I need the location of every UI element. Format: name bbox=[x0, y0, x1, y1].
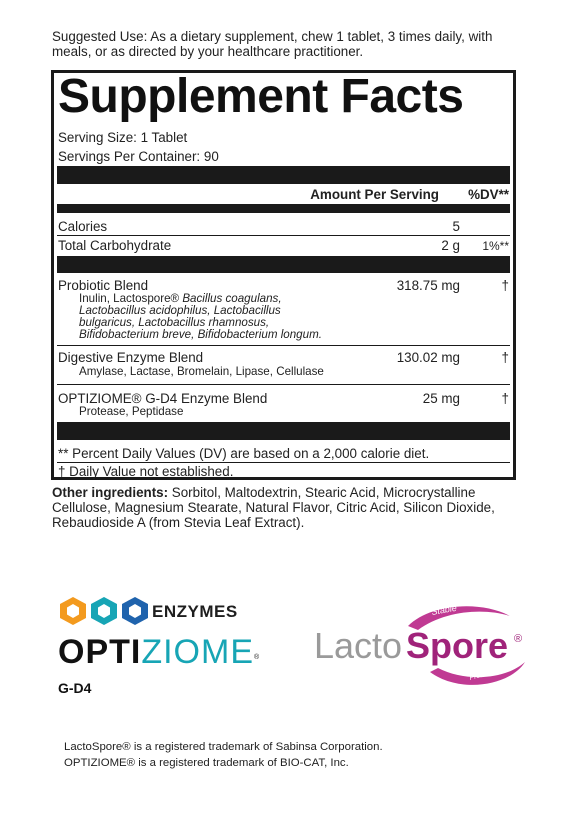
lactospore-registered-mark: ® bbox=[514, 633, 523, 645]
probiotic-blend-label: Probiotic Blend bbox=[58, 278, 149, 293]
spore-text: Spore bbox=[406, 625, 509, 666]
other-ingredients-text: Sorbitol, Maltodextrin, Stearic Acid, Microcrystalline Cellulose, Magnesium Stearate, Natural Flavor, Citric Acid, Silicon Dioxide, Rebaudioside A (from Stevia Leaf Extract). bbox=[52, 485, 495, 530]
stable-text: Stable bbox=[430, 602, 458, 617]
other-ingredients bbox=[52, 485, 527, 530]
probiotic-line-4: Bifidobacterium breve, Bifidobacterium longum. bbox=[79, 328, 322, 341]
thick-divider bbox=[57, 166, 510, 184]
trademark-line-lactospore: LactoSpore® is a registered trademark of Sabinsa Corporation. bbox=[64, 741, 383, 753]
other-ingredients-label: Other ingredients: bbox=[52, 485, 169, 500]
teal-hexagon-icon bbox=[89, 596, 119, 626]
row-divider bbox=[57, 235, 510, 236]
footnote-percent-dv: ** Percent Daily Values (DV) are based on a 2,000 calorie diet. bbox=[58, 446, 430, 461]
calories-amount: 5 bbox=[452, 219, 460, 234]
lactospore-swoosh-graphic bbox=[310, 598, 535, 693]
row-divider bbox=[57, 384, 510, 385]
header-amount-per-serving: Amount Per Serving bbox=[310, 187, 439, 202]
gd4-wordmark: G-D4 bbox=[58, 680, 92, 696]
header-dv: %DV** bbox=[468, 187, 509, 202]
probiotic-blend-dv: † bbox=[501, 278, 509, 293]
digestive-enzyme-detail: Amylase, Lactase, Bromelain, Lipase, Cellulase bbox=[79, 365, 324, 378]
serving-size: Serving Size: 1 Tablet bbox=[58, 130, 188, 145]
digestive-enzyme-dv: † bbox=[501, 350, 509, 365]
trademark-footer bbox=[64, 739, 383, 771]
carbohydrate-amount: 2 g bbox=[441, 238, 460, 253]
blue-hexagon-icon bbox=[120, 596, 150, 626]
probiotic-text: Probiotic bbox=[468, 668, 497, 682]
probiotic-line-1: Inulin, Lactospore® Bacillus coagulans, bbox=[79, 292, 282, 305]
orange-hexagon-icon bbox=[58, 596, 88, 626]
optiziome-logo bbox=[48, 588, 298, 698]
trademark-line-optiziome: OPTIZIOME® is a registered trademark of BIO-CAT, Inc. bbox=[64, 757, 349, 769]
carbohydrate-dv: 1%** bbox=[482, 239, 509, 253]
medium-divider bbox=[57, 204, 510, 213]
optiziome-blend-amount: 25 mg bbox=[422, 391, 460, 406]
lactospore-logo bbox=[310, 598, 535, 693]
probiotic-blend-amount: 318.75 mg bbox=[396, 278, 460, 293]
optiziome-blend-dv: † bbox=[501, 391, 509, 406]
thick-divider bbox=[57, 422, 510, 440]
enzymes-wordmark: ENZYMES bbox=[152, 602, 238, 621]
row-divider bbox=[57, 462, 510, 463]
supplement-facts-panel bbox=[51, 70, 516, 480]
probiotic-line-3: bulgaricus, Lactobacillus rhamnosus, bbox=[79, 316, 270, 329]
thick-divider bbox=[57, 256, 510, 273]
optiziome-blend-detail: Protease, Peptidase bbox=[79, 405, 184, 418]
probiotic-line-2: Lactobacillus acidophilus, Lactobacillus bbox=[79, 304, 281, 317]
calories-label: Calories bbox=[58, 219, 108, 234]
digestive-enzyme-label: Digestive Enzyme Blend bbox=[58, 350, 204, 365]
footnote-dagger: † Daily Value not established. bbox=[58, 464, 234, 479]
suggested-use-text: Suggested Use: As a dietary supplement, chew 1 tablet, 3 times daily, with meals, or as directed by your healthcare practitioner. bbox=[52, 29, 493, 59]
digestive-enzyme-amount: 130.02 mg bbox=[396, 350, 460, 365]
servings-per-container: Servings Per Container: 90 bbox=[58, 149, 219, 164]
optiziome-wordmark: OPTIZIOME® bbox=[58, 633, 261, 671]
lacto-text: Lacto bbox=[314, 625, 403, 666]
optiziome-blend-label: OPTIZIOME® G-D4 Enzyme Blend bbox=[58, 391, 268, 406]
supplement-facts-title: Supplement Facts bbox=[58, 70, 464, 123]
carbohydrate-label: Total Carbohydrate bbox=[58, 238, 172, 253]
row-divider bbox=[57, 345, 510, 346]
